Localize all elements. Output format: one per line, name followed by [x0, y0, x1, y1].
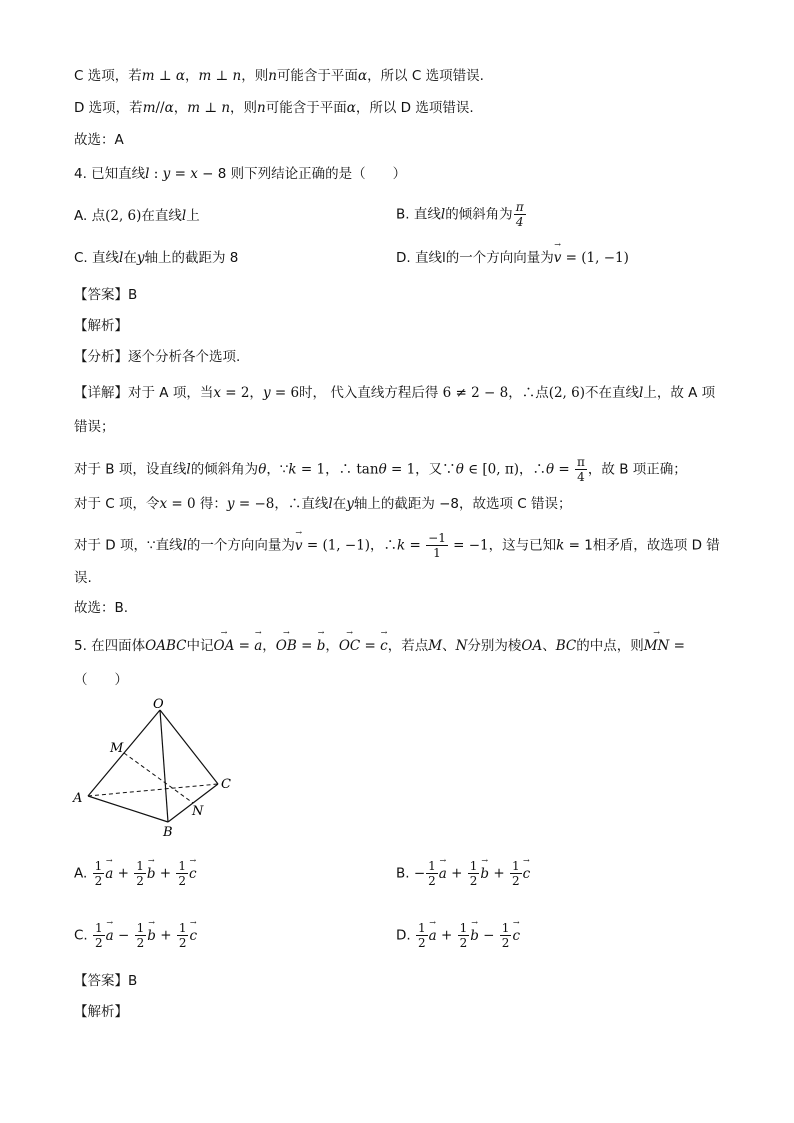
q3-option-d-explanation: D 选项，若m//α，m ⊥ n，则n可能含于平面α，所以 D 选项错误. — [74, 100, 474, 116]
vector-arrow-icon: → — [189, 855, 197, 865]
segment-mn-hidden — [124, 753, 193, 803]
vector-arrow-icon: → — [523, 855, 530, 865]
vector-arrow-icon: → — [254, 628, 262, 637]
edge-ob — [160, 710, 168, 822]
q4-option-b: B. 直线l的倾斜角为 $\frac{\pi}{4}$ — [396, 200, 524, 229]
vector-ob: → OB — [275, 628, 297, 654]
fraction-half: $\frac{1}{2}$ — [95, 921, 103, 950]
vector-c: → c — [512, 917, 520, 944]
fraction-half: $\frac{1}{2}$ — [428, 859, 436, 888]
vector-c: → c — [380, 628, 388, 654]
q5-answer-paren: （ ） — [74, 672, 128, 688]
fraction-pi-over-4: $\frac{\pi}{4}$ — [515, 200, 524, 229]
vector-c: → c — [189, 855, 197, 882]
vector-b: → b — [316, 628, 326, 654]
vector-arrow-icon: → — [653, 628, 660, 637]
fraction-half: $\frac{1}{2}$ — [501, 921, 510, 950]
vector-arrow-icon: → — [295, 527, 303, 537]
fraction-half: $\frac{1}{2}$ — [511, 859, 520, 888]
label-a: A — [73, 791, 83, 806]
vector-oc: → OC — [338, 628, 361, 654]
fraction-half: $\frac{1}{2}$ — [136, 921, 145, 950]
q4-detail-d-cont: 误. — [74, 570, 92, 586]
vector-arrow-icon: → — [439, 855, 447, 865]
q4-option-a: A. 点(2, 6)在直线l上 — [74, 208, 200, 224]
q4-answer: 【答案】B — [74, 287, 138, 303]
q4-choose-answer: 故选：B. — [74, 600, 129, 616]
vector-arrow-icon: → — [317, 628, 325, 637]
vector-v: → v — [294, 527, 303, 554]
vector-b: → b — [146, 855, 156, 882]
vector-arrow-icon: → — [554, 240, 561, 249]
edge-ab — [88, 796, 168, 822]
label-m: M — [110, 741, 124, 756]
fraction-half: $\frac{1}{2}$ — [178, 921, 187, 950]
fraction-half: $\frac{1}{2}$ — [178, 859, 187, 888]
vector-arrow-icon: → — [429, 917, 436, 927]
fraction-half: $\frac{1}{2}$ — [469, 859, 478, 888]
vector-arrow-icon: → — [105, 855, 113, 865]
vector-c: → c — [522, 855, 531, 882]
q5-option-c: C. $\frac{1}{2}$ → a − $\frac{1}{2}$ → b + $\frac{1}{2}$ → c — [74, 917, 198, 950]
vector-oa: → OA — [213, 628, 235, 654]
edge-oc — [160, 710, 218, 784]
q5-option-a: A. $\frac{1}{2}$ → a + $\frac{1}{2}$ → b + $\frac{1}{2}$ → c — [74, 855, 197, 888]
vector-arrow-icon: → — [106, 917, 114, 927]
q3-choose-answer: 故选：A — [74, 132, 124, 148]
vector-b: → b — [147, 917, 156, 944]
q4-stem: 4. 已知直线l : y = x − 8 则下列结论正确的是（ ） — [74, 166, 407, 182]
fraction-half: $\frac{1}{2}$ — [94, 859, 103, 888]
q4-detail-a: 【详解】对于 A 项，当x = 2，y = 6时， 代入直线方程后得 6 ≠ 2 − 8，∴点(2, 6)不在直线l上，故 A 项 — [74, 385, 716, 401]
label-b: B — [163, 825, 173, 840]
label-c: C — [221, 777, 231, 792]
label-o: O — [153, 697, 164, 712]
vector-arrow-icon: → — [189, 917, 197, 927]
label-n: N — [192, 804, 204, 819]
vector-arrow-icon: → — [147, 855, 155, 865]
q5-option-b: B. − $\frac{1}{2}$ → a + $\frac{1}{2}$ → b + $\frac{1}{2}$ → c — [396, 855, 531, 888]
vector-v: → v — [553, 240, 562, 266]
vector-arrow-icon: → — [481, 855, 489, 865]
fraction-neg1-over-1: $\frac{-1}{1}$ — [428, 531, 446, 560]
vector-a: → a — [254, 628, 263, 654]
q4-analysis-summary: 【分析】逐个分析各个选项. — [74, 349, 241, 365]
vector-a: → a — [428, 917, 437, 944]
fraction-half: $\frac{1}{2}$ — [417, 921, 426, 950]
q3-option-c-explanation: C 选项，若m ⊥ α，m ⊥ n，则n可能含于平面α，所以 C 选项错误. — [74, 68, 484, 84]
vector-arrow-icon: → — [148, 917, 155, 927]
vector-a: → a — [105, 917, 114, 944]
q4-detail-a-cont: 错误； — [74, 419, 115, 435]
vector-c: → c — [189, 917, 198, 944]
vector-mn: → MN — [643, 628, 670, 654]
vector-arrow-icon: → — [380, 628, 388, 637]
q4-detail-c: 对于 C 项，令x = 0 得：y = −8，∴直线l在y轴上的截距为 −8，故选项 C 错误； — [74, 496, 572, 512]
vector-b: → b — [470, 917, 479, 944]
q4-option-d: D. 直线l的一个方向向量为 → v = (1, −1) — [396, 240, 629, 266]
q5-analysis-heading: 【解析】 — [74, 1004, 128, 1020]
q4-analysis-heading: 【解析】 — [74, 318, 128, 334]
vector-arrow-icon: → — [346, 628, 353, 637]
q4-detail-b: 对于 B 项，设直线l的倾斜角为θ，∵k = 1，∴ tanθ = 1，又∵θ ∈ [0, π)，∴θ = $\frac{\pi}{4}$ ，故 B 项正确； — [74, 455, 687, 484]
tetrahedron-figure — [64, 694, 244, 840]
vector-a: → a — [105, 855, 114, 882]
vector-arrow-icon: → — [512, 917, 520, 927]
vector-arrow-icon: → — [282, 628, 290, 637]
vector-arrow-icon: → — [220, 628, 228, 637]
fraction-half: $\frac{1}{2}$ — [459, 921, 468, 950]
vector-a: → a — [438, 855, 447, 882]
q4-option-c: C. 直线l在y轴上的截距为 8 — [74, 250, 239, 266]
q5-stem: 5. 在四面体OABC中记 → OA = → a， → OB = → b， → OC = → c，若点M、N分别为棱OA、BC的中点，则 → MN = — [74, 628, 685, 654]
q5-answer: 【答案】B — [74, 973, 138, 989]
vector-arrow-icon: → — [471, 917, 478, 927]
q5-option-d: D. $\frac{1}{2}$ → a + $\frac{1}{2}$ → b − $\frac{1}{2}$ → c — [396, 917, 520, 950]
fraction-half: $\frac{1}{2}$ — [136, 859, 144, 888]
edge-ac-hidden — [88, 784, 218, 796]
fraction-pi-over-4: $\frac{\pi}{4}$ — [577, 455, 585, 484]
vector-b: → b — [480, 855, 490, 882]
q4-detail-d: 对于 D 项，∵直线l的一个方向向量为 → v = (1, −1)，∴k = $\frac{-1}{1}$ = −1，这与已知k = 1相矛盾，故选项 D 错 — [74, 527, 720, 560]
